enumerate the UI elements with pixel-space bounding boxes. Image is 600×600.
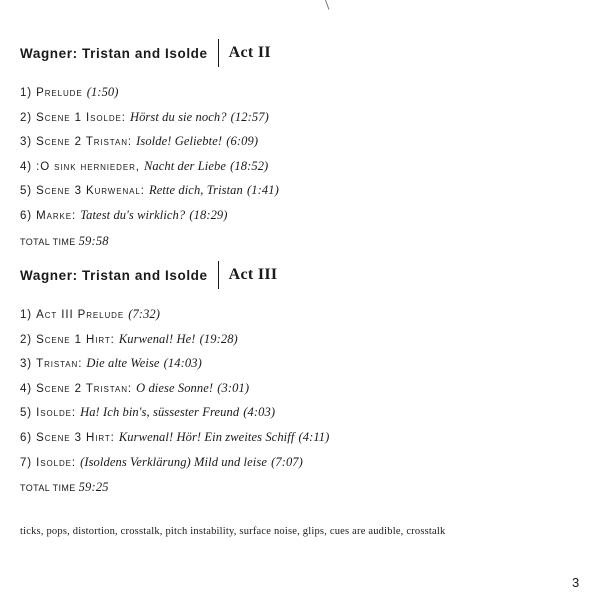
track-item: 5) Isolde: Ha! Ich bin's, süssester Freund (4:03) [20, 405, 276, 420]
total-time: TOTAL TIME 59:58 [20, 233, 109, 248]
act-header [20, 40, 279, 66]
audio-notes: ticks, pops, distortion, crosstalk, pitch instability, surface noise, glips, cues are audible, crosstalk [20, 526, 446, 537]
work-title: Wagner: Tristan and Isolde [20, 45, 208, 61]
act-ii-section [20, 40, 279, 249]
track-item: 6) Marke: Tatest du's wirklich? (18:29) [20, 207, 228, 222]
act-label: Act III [228, 266, 278, 283]
act-iii-section [20, 262, 329, 495]
act-header [20, 262, 329, 288]
total-time: TOTAL TIME 59:25 [20, 480, 109, 495]
track-item: 1) Act III Prelude (7:32) [20, 307, 161, 321]
track-item: 6) Scene 3 Hirt: Kurwenal! Hör! Ein zweites Schiff (4:11) [20, 429, 330, 444]
track-item: 4) Scene 2 Tristan: O diese Sonne! (3:01) [20, 380, 250, 395]
track-item: 2) Scene 1 Isolde: Hörst du sie noch? (12:57) [20, 109, 269, 124]
track-list [20, 302, 329, 474]
scan-mark [325, 0, 329, 10]
header-divider [218, 261, 219, 289]
track-item: 2) Scene 1 Hirt: Kurwenal! He! (19:28) [20, 331, 238, 346]
page-number: 3 [572, 575, 580, 590]
track-item: 3) Scene 2 Tristan: Isolde! Geliebte! (6:09) [20, 134, 259, 149]
track-item: 1) Prelude (1:50) [20, 85, 119, 99]
track-item: 3) Tristan: Die alte Weise (14:03) [20, 356, 202, 371]
work-title: Wagner: Tristan and Isolde [20, 267, 208, 283]
header-divider [218, 39, 219, 67]
track-item: 5) Scene 3 Kurwenal: Rette dich, Tristan (1:41) [20, 183, 279, 198]
track-item: 7) Isolde: (Isoldens Verklärung) Mild und leise (7:07) [20, 454, 303, 469]
track-item: 4) :O sink hernieder, Nacht der Liebe (18:52) [20, 158, 269, 173]
act-label: Act II [228, 44, 271, 61]
track-list [20, 80, 279, 228]
